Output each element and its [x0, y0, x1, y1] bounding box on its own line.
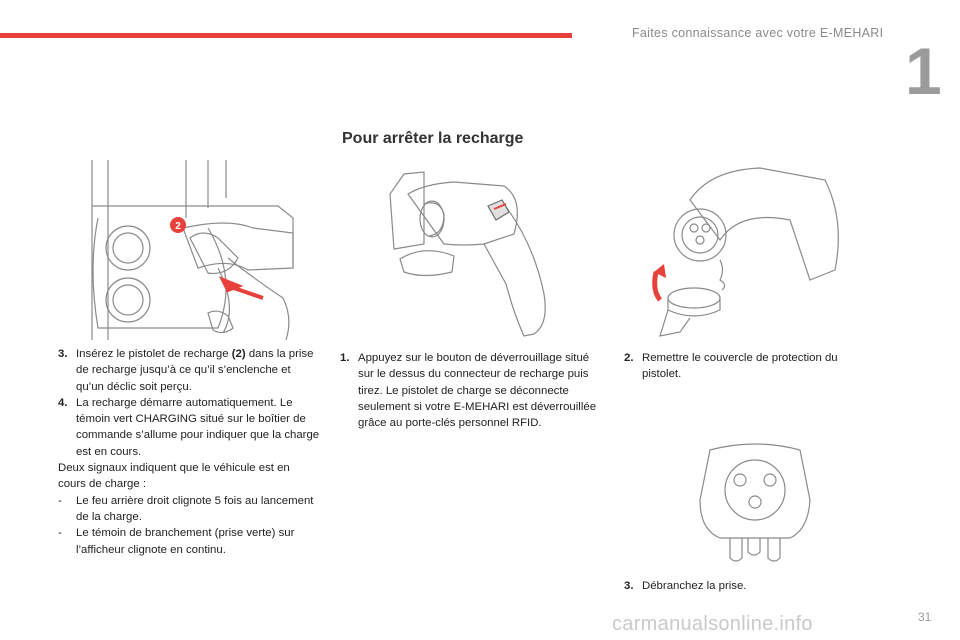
right-step-3: [624, 578, 874, 594]
watermark: carmanualsonline.info: [612, 613, 813, 635]
step-number: 3.: [58, 348, 68, 360]
list-dash: -: [58, 494, 62, 507]
step-number: 4.: [58, 396, 68, 409]
step-3-unplug: [624, 578, 874, 594]
step-text: Appuyez sur le bouton de déverrouillage situé sur le dessus du connecteur de recharge puis tirez. Le pistolet de charge se déconnecte seulement si votre E-MEHARI est déverrouillée grâce au porte-clés personnel RFID.: [358, 352, 597, 430]
step-text-ref: (2): [231, 348, 246, 360]
step-text: Débranchez la prise.: [642, 580, 747, 592]
illustration-protective-cover: [650, 160, 850, 342]
middle-text-column: [340, 350, 602, 431]
right-step-2: [624, 350, 874, 383]
chapter-number: 1: [905, 34, 942, 108]
step-text-pre: Insérez le pistolet de recharge: [76, 348, 232, 360]
step-1-unlock: [340, 350, 602, 431]
step-number: 3.: [624, 580, 634, 592]
list-dash: -: [58, 527, 62, 540]
illustration-unlock-connector: [384, 164, 564, 342]
callout-badge-label: 2: [175, 221, 181, 232]
step-number: 2.: [624, 352, 634, 364]
signal-text: Le témoin de branchement (prise verte) sur l’afficheur clignote en continu.: [76, 527, 295, 556]
illustration-insert-charging-gun: [78, 158, 302, 340]
step-text: Remettre le couvercle de protection du pistolet.: [642, 352, 838, 381]
header-title: Faites connaissance avec votre E-MEHARI: [632, 26, 884, 40]
step-number: 1.: [340, 352, 350, 364]
section-title: Pour arrêter la recharge: [342, 130, 524, 147]
page-number: 31: [918, 610, 932, 624]
signal-text: Le feu arrière droit clignote 5 fois au lancement de la charge.: [76, 494, 314, 523]
header-accent-bar: [0, 33, 572, 38]
step-4-charging: [58, 395, 320, 460]
step-text: La recharge démarre automatiquement. Le témoin vert CHARGING situé sur le boîtier de commande s’allume pour indiquer que la charge est en cours.: [76, 396, 320, 458]
illustration-plug: [690, 440, 820, 566]
step-text-post: dans la prise de recharge jusqu’à ce qu’il s’enclenche et qu’un déclic soit perçu.: [76, 348, 314, 393]
step-2-cover: [624, 350, 874, 383]
left-text-column: [58, 346, 320, 558]
step-3-insert: [58, 346, 320, 395]
signal-item: [58, 525, 320, 558]
signals-intro: Deux signaux indiquent que le véhicule est en cours de charge :: [58, 462, 290, 491]
signal-item: [58, 493, 320, 526]
